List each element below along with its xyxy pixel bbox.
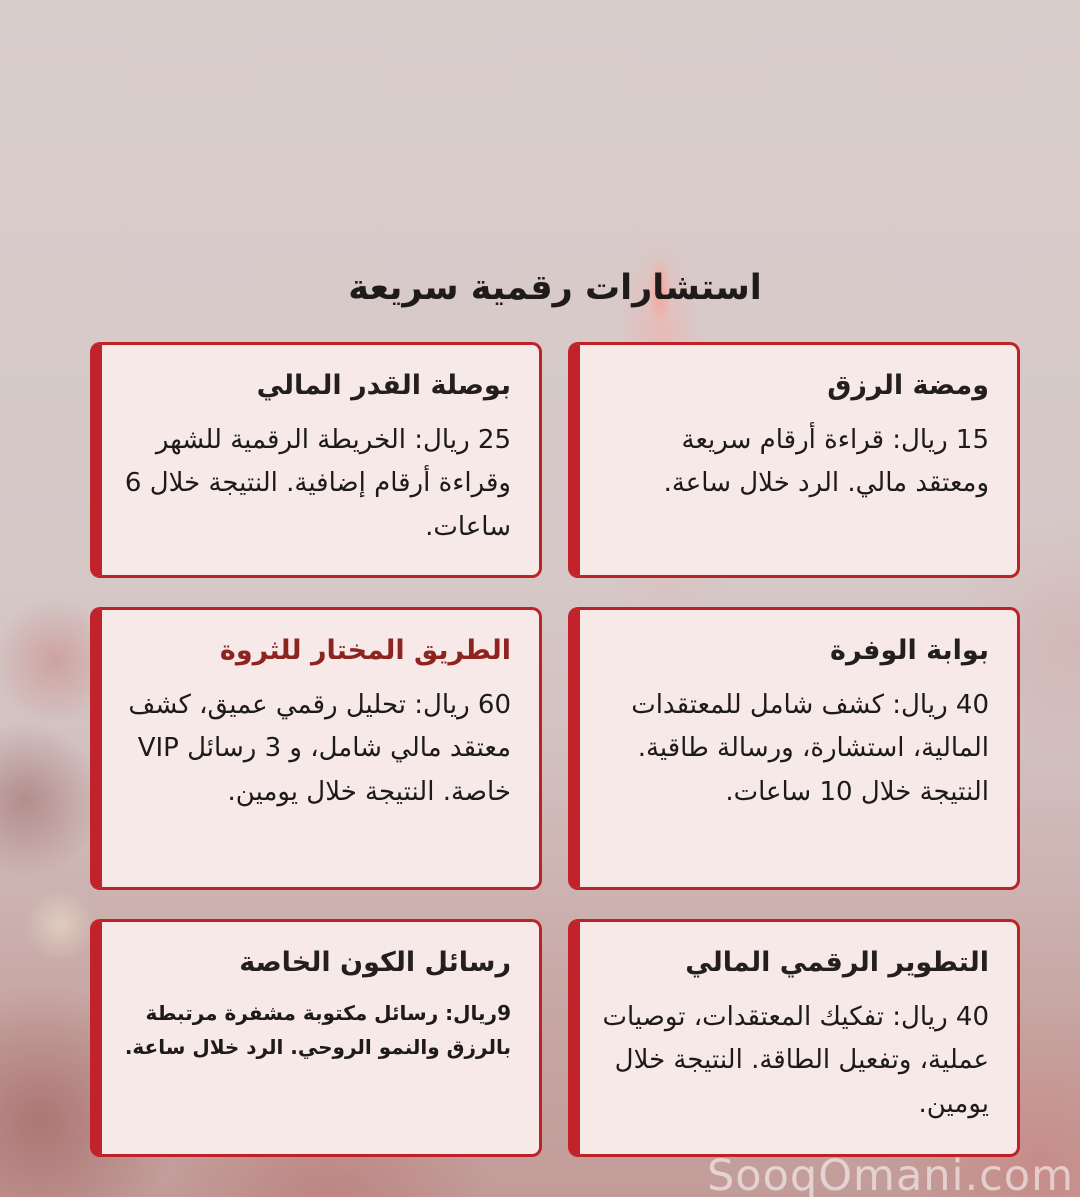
watermark: SooqOmani.com	[707, 1151, 1074, 1201]
service-card-description: 25 ريال: الخريطة الرقمية للشهر وقراءة أرقام إضافية. النتيجة خلال 6 ساعات.	[124, 424, 511, 543]
service-card-bawsalat-alqadar	[90, 342, 542, 578]
service-card-altatweer-alraqami	[568, 919, 1020, 1157]
service-card-rasael-alkawn	[90, 919, 542, 1157]
service-card-description: 9ريال: رسائل مكتوبة مشفرة مرتبطة بالرزق والنمو الروحي. الرد خلال ساعة.	[124, 1000, 511, 1060]
service-card-title: بوصلة القدر المالي	[256, 370, 511, 401]
service-card-description: 60 ريال: تحليل رقمي عميق، كشف معتقد مالي شامل، و 3 رسائل VIP خاصة. النتيجة خلال يومين.	[128, 689, 511, 808]
service-card-description: 40 ريال: كشف شامل للمعتقدات المالية، استشارة، ورسالة طاقية. النتيجة خلال 10 ساعات.	[631, 689, 989, 808]
service-card-title: التطوير الرقمي المالي	[685, 947, 989, 978]
page-title: استشارات رقمية سريعة	[348, 268, 762, 308]
service-card-description: 40 ريال: تفكيك المعتقدات، توصيات عملية، وتفعيل الطاقة. النتيجة خلال يومين.	[602, 1001, 989, 1120]
service-card-title: رسائل الكون الخاصة	[239, 947, 511, 978]
service-card-bawabat-alwafra	[568, 607, 1020, 890]
service-card-title: بوابة الوفرة	[830, 635, 989, 666]
service-card-title: الطريق المختار للثروة	[219, 635, 511, 666]
service-card-altareeq-almukhtar	[90, 607, 542, 890]
service-card-wamdat-alrizq	[568, 342, 1020, 578]
service-card-description: 15 ريال: قراءة أرقام سريعة ومعتقد مالي. الرد خلال ساعة.	[663, 424, 989, 499]
service-card-title: ومضة الرزق	[827, 370, 989, 401]
services-grid	[90, 342, 1020, 1157]
